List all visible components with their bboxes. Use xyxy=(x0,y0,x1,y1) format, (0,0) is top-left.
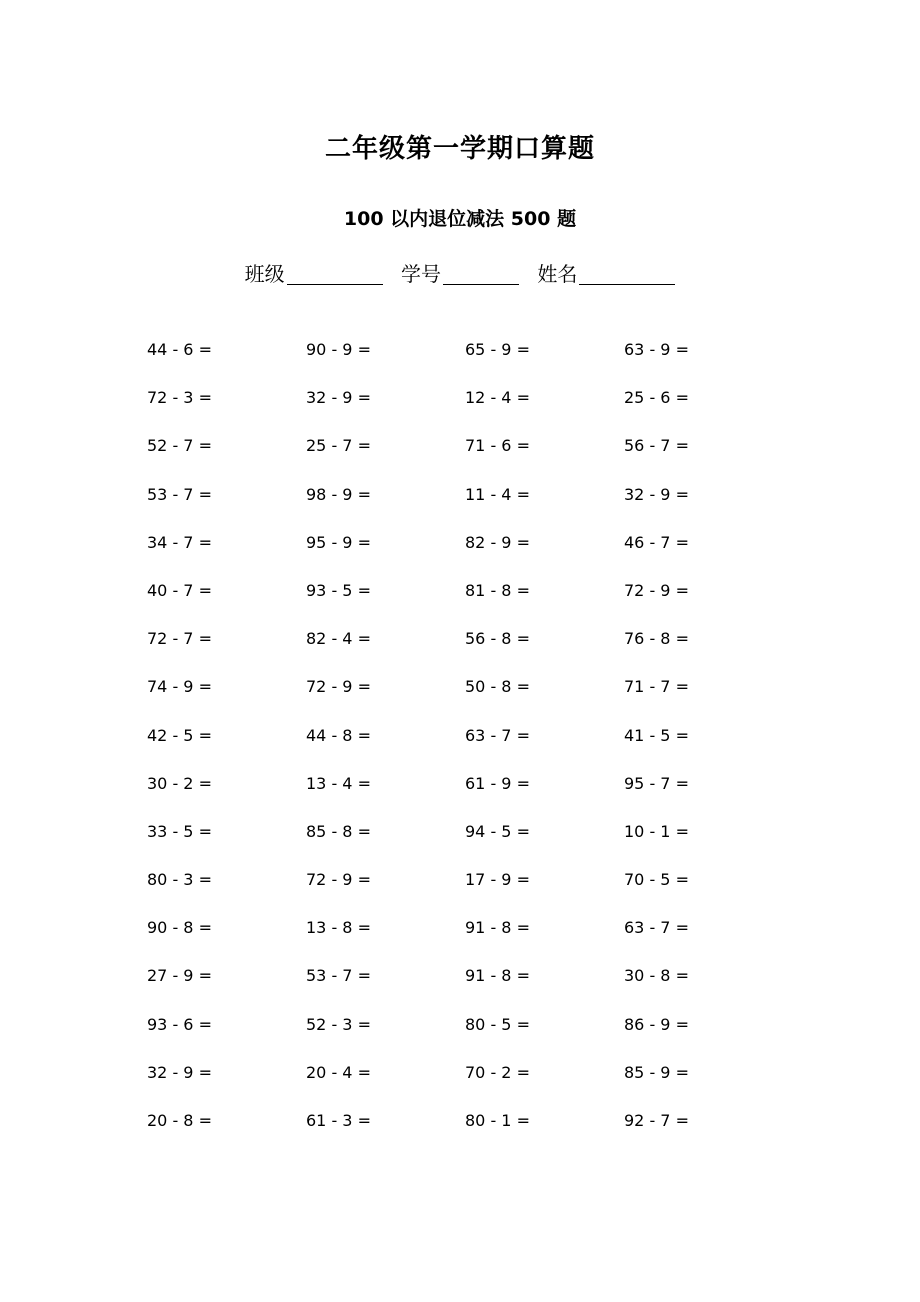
problem-item: 71 - 6 = xyxy=(465,436,530,456)
problem-item: 65 - 9 = xyxy=(465,340,530,359)
problem-item: 30 - 2 = xyxy=(147,773,212,793)
problem-item: 63 - 7 = xyxy=(624,918,689,938)
problem-item: 10 - 1 = xyxy=(624,821,689,841)
problem-item: 32 - 9 = xyxy=(306,388,371,408)
problem-item: 32 - 9 = xyxy=(147,1062,212,1082)
problem-item: 90 - 8 = xyxy=(147,918,212,938)
problem-item: 70 - 5 = xyxy=(624,870,689,890)
problem-item: 72 - 9 = xyxy=(306,870,371,890)
problem-grid xyxy=(147,338,783,1157)
problem-item: 52 - 7 = xyxy=(147,436,212,456)
problem-item: 27 - 9 = xyxy=(147,966,212,986)
problem-item: 63 - 7 = xyxy=(465,725,530,745)
problem-item: 72 - 3 = xyxy=(147,388,212,408)
problem-item: 11 - 4 = xyxy=(465,484,530,504)
problem-item: 13 - 4 = xyxy=(306,773,371,793)
student-id-blank[interactable] xyxy=(443,262,519,285)
problem-item: 33 - 5 = xyxy=(147,821,212,841)
name-label: 姓名 xyxy=(537,262,578,286)
page-title: 二年级第一学期口算题 xyxy=(324,134,595,164)
problem-item: 17 - 9 = xyxy=(465,870,530,890)
student-id-label: 学号 xyxy=(401,262,441,286)
problem-item: 80 - 1 = xyxy=(465,1111,530,1130)
problem-item: 72 - 7 = xyxy=(147,629,212,649)
problem-item: 85 - 9 = xyxy=(624,1062,689,1082)
problem-item: 20 - 4 = xyxy=(306,1062,371,1082)
problem-item: 91 - 8 = xyxy=(465,918,530,938)
problem-item: 93 - 6 = xyxy=(147,1014,212,1034)
problem-item: 44 - 8 = xyxy=(306,725,371,745)
problem-item: 25 - 6 = xyxy=(624,388,689,408)
problem-item: 94 - 5 = xyxy=(465,821,530,841)
problem-item: 81 - 8 = xyxy=(465,580,530,600)
problem-item: 34 - 7 = xyxy=(147,532,212,552)
problem-item: 82 - 9 = xyxy=(465,532,530,552)
problem-item: 61 - 9 = xyxy=(465,773,530,793)
problem-item: 95 - 7 = xyxy=(624,773,689,793)
problem-item: 32 - 9 = xyxy=(624,484,689,504)
problem-item: 72 - 9 = xyxy=(624,580,689,600)
problem-item: 80 - 3 = xyxy=(147,870,212,890)
problem-item: 25 - 7 = xyxy=(306,436,371,456)
class-label: 班级 xyxy=(244,262,285,286)
problem-item: 52 - 3 = xyxy=(306,1014,371,1034)
problem-item: 93 - 5 = xyxy=(306,580,371,600)
problem-item: 13 - 8 = xyxy=(306,918,371,938)
problem-item: 86 - 9 = xyxy=(624,1014,689,1034)
problem-item: 12 - 4 = xyxy=(465,388,530,408)
problem-item: 53 - 7 = xyxy=(147,484,212,504)
problem-item: 72 - 9 = xyxy=(306,677,371,697)
student-info-line xyxy=(0,258,920,287)
problem-item: 95 - 9 = xyxy=(306,532,371,552)
problem-item: 98 - 9 = xyxy=(306,484,371,504)
problem-item: 74 - 9 = xyxy=(147,677,212,697)
problem-item: 53 - 7 = xyxy=(306,966,371,986)
name-field xyxy=(537,258,675,287)
problem-item: 76 - 8 = xyxy=(624,629,689,649)
problem-item: 46 - 7 = xyxy=(624,532,689,552)
problem-item: 20 - 8 = xyxy=(147,1111,212,1130)
problem-item: 44 - 6 = xyxy=(147,340,212,359)
problem-item: 40 - 7 = xyxy=(147,580,212,600)
problem-item: 56 - 8 = xyxy=(465,629,530,649)
class-field xyxy=(245,258,383,287)
problem-item: 91 - 8 = xyxy=(465,966,530,986)
problem-item: 61 - 3 = xyxy=(306,1111,371,1130)
problem-item: 41 - 5 = xyxy=(624,725,689,745)
problem-item: 56 - 7 = xyxy=(624,436,689,456)
student-id-field xyxy=(401,258,519,287)
page-subtitle: 100 以内退位减法 500 题 xyxy=(343,208,577,230)
problem-item: 70 - 2 = xyxy=(465,1062,530,1082)
problem-item: 92 - 7 = xyxy=(624,1111,689,1130)
problem-item: 50 - 8 = xyxy=(465,677,530,697)
problem-item: 63 - 9 = xyxy=(624,340,689,359)
problem-item: 30 - 8 = xyxy=(624,966,689,986)
problem-item: 90 - 9 = xyxy=(306,340,371,359)
name-blank[interactable] xyxy=(579,262,675,285)
problem-item: 82 - 4 = xyxy=(306,629,371,649)
problem-item: 85 - 8 = xyxy=(306,821,371,841)
problem-item: 80 - 5 = xyxy=(465,1014,530,1034)
problem-item: 42 - 5 = xyxy=(147,725,212,745)
problem-item: 71 - 7 = xyxy=(624,677,689,697)
class-blank[interactable] xyxy=(287,262,383,285)
